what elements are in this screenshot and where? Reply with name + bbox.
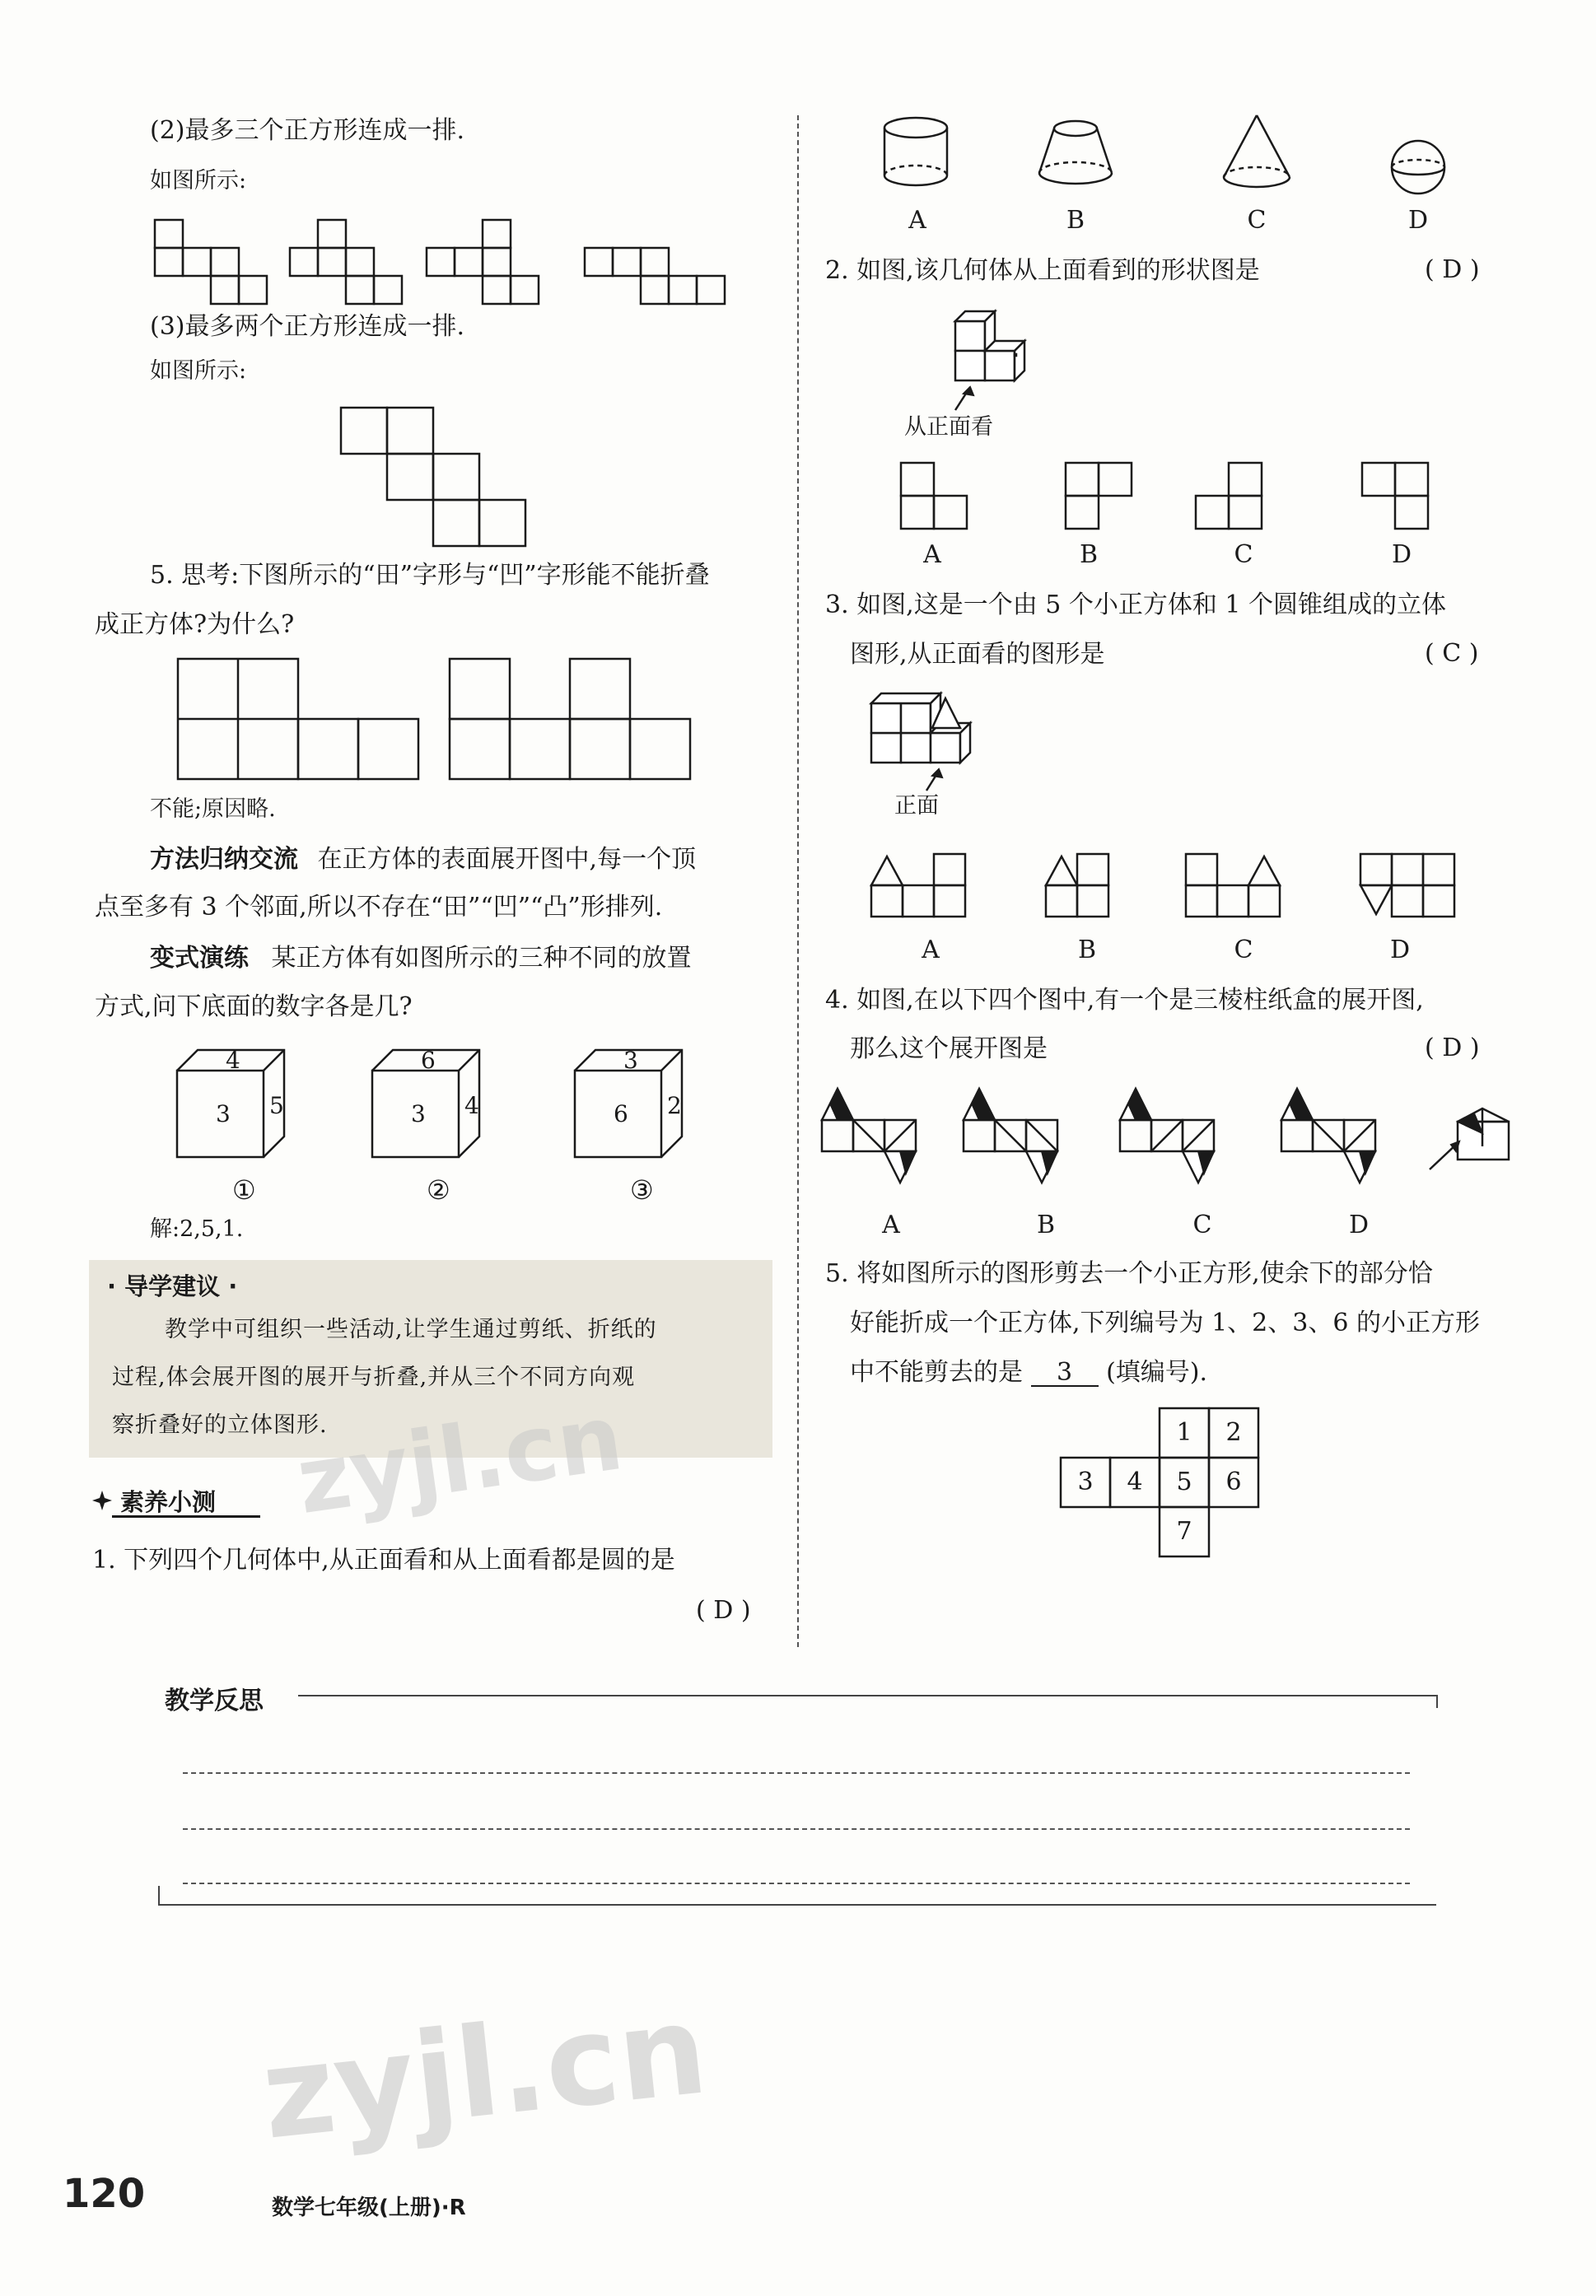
q3-option-a-shape	[871, 854, 965, 917]
grid-cell-1: 1	[1176, 1418, 1192, 1447]
reflection-line-3[interactable]	[183, 1883, 1410, 1884]
item2-note: 如图所示:	[150, 168, 247, 194]
q1-option-a: A	[908, 206, 926, 235]
quiz-header	[92, 1482, 257, 1519]
cone-solid	[1224, 115, 1290, 187]
q4-prism-solid	[1430, 1108, 1509, 1169]
cube-2-label: ②	[427, 1174, 450, 1206]
q1-answer: ( D )	[696, 1596, 751, 1625]
numbered-grid	[0, 0, 1, 1]
q2-option-d: D	[1391, 540, 1412, 569]
q4-option-d: D	[1348, 1211, 1370, 1239]
q4-option-a: A	[882, 1211, 900, 1239]
cube-1-top: 4	[226, 1047, 240, 1074]
q4-line1: 4. 如图,在以下四个图中,有一个是三棱柱纸盒的展开图,	[825, 986, 1424, 1015]
watermark-1: zyjl.cn	[291, 1384, 629, 1534]
reflection-line-1[interactable]	[183, 1772, 1410, 1774]
tian-shape	[178, 659, 418, 779]
footer-book-title: 数学七年级(上册)·R	[272, 2196, 466, 2220]
item3-note: 如图所示:	[150, 358, 247, 384]
variant-line2: 方式,问下底面的数字各是几?	[95, 992, 413, 1021]
quiz-underline	[112, 1515, 260, 1518]
cube-3-front: 6	[614, 1100, 628, 1127]
item3-title: (3)最多两个正方形连成一排.	[150, 312, 465, 341]
q5-answer: 不能;原因略.	[150, 796, 276, 822]
reflection-line-2[interactable]	[183, 1828, 1410, 1830]
guide-line3: 察折叠好的立体图形.	[112, 1412, 328, 1438]
q4-answer: ( D )	[1425, 1034, 1480, 1062]
guide-title: · 导学建议 ·	[107, 1272, 238, 1300]
q5r-line3-pre: 中不能剪去的是	[850, 1358, 1023, 1387]
variant-line1: 某正方体有如图所示的三种不同的放置	[271, 944, 692, 973]
q3-line1: 3. 如图,这是一个由 5 个小正方体和 1 个圆锥组成的立体	[825, 590, 1447, 619]
q4-option-b: B	[1036, 1211, 1056, 1239]
page-number: 120	[63, 2171, 146, 2217]
grid-cell-5: 5	[1176, 1468, 1192, 1496]
q5r-line3	[850, 1357, 1207, 1388]
q4-option-c-shape	[1120, 1089, 1214, 1183]
item2-title: (2)最多三个正方形连成一排.	[150, 116, 465, 145]
cube-2-top: 6	[421, 1047, 436, 1074]
q2-option-b: B	[1079, 540, 1099, 569]
q4-option-b-shape	[964, 1089, 1057, 1183]
q3-option-b-shape	[1046, 854, 1108, 917]
sphere-solid	[1392, 141, 1444, 194]
q5r-line2: 好能折成一个正方体,下列编号为 1、2、3、6 的小正方形	[850, 1309, 1480, 1337]
net-figure-1	[155, 220, 267, 304]
column-divider	[797, 115, 799, 1647]
quiz-title: 素养小测	[120, 1488, 217, 1516]
cube-1-label: ①	[232, 1174, 256, 1206]
q3-line2: 图形,从正面看的图形是	[850, 640, 1105, 669]
q5r-line3-post: (填编号).	[1106, 1358, 1208, 1387]
q1-option-b: B	[1066, 206, 1085, 235]
reflection-bottom-rule	[158, 1904, 1436, 1906]
net-staircase	[341, 408, 525, 546]
net-figure-3	[427, 220, 539, 304]
q2-option-c: C	[1234, 540, 1253, 569]
q4-option-a-shape	[822, 1089, 916, 1183]
grid-cell-3: 3	[1077, 1468, 1094, 1496]
q1-text: 1. 下列四个几何体中,从正面看和从上面看都是圆的是	[92, 1546, 675, 1575]
q3-option-b: B	[1077, 936, 1097, 964]
reflection-left-tick	[158, 1886, 160, 1904]
q2-option-b-shape	[1066, 463, 1132, 529]
guide-line1: 教学中可组织一些活动,让学生通过剪纸、折纸的	[165, 1317, 657, 1342]
grid-cell-7: 7	[1176, 1517, 1192, 1546]
q3-option-c: C	[1234, 936, 1253, 964]
q3-option-c-shape	[1186, 854, 1280, 917]
q4-option-c: C	[1192, 1211, 1212, 1239]
q2-option-a-shape	[901, 463, 967, 529]
net-figure-2	[290, 220, 402, 304]
net-figure-4	[585, 248, 725, 304]
q1-option-d: D	[1407, 206, 1429, 235]
method-paragraph	[150, 844, 696, 875]
cube-3-top: 3	[623, 1047, 638, 1074]
watermark-2: zyjl.cn	[255, 1978, 714, 2168]
q4-line2: 那么这个展开图是	[850, 1034, 1048, 1063]
q5-line1: 5. 思考:下图所示的“田”字形与“凹”字形能不能折叠	[150, 561, 710, 590]
reflection-title: 教学反思	[165, 1687, 264, 1715]
cylinder-solid	[884, 118, 947, 185]
grid-cell-6: 6	[1225, 1468, 1242, 1496]
frustum-solid	[1039, 121, 1112, 184]
q3-view-label: 正面	[894, 793, 939, 819]
q2-option-c-shape	[1196, 463, 1262, 529]
q5r-line1: 5. 将如图所示的图形剪去一个小正方形,使余下的部分恰	[825, 1259, 1433, 1288]
ao-shape	[450, 659, 690, 779]
grid-cell-4: 4	[1127, 1468, 1143, 1496]
q2-view-label: 从正面看	[904, 414, 993, 440]
q1-option-c: C	[1247, 206, 1267, 235]
reflection-top-rule	[298, 1695, 1436, 1696]
variant-label: 变式演练	[150, 944, 249, 973]
q2-text: 2. 如图,该几何体从上面看到的形状图是	[825, 256, 1260, 285]
q2-option-d-shape	[1362, 463, 1428, 529]
q5-line2: 成正方体?为什么?	[95, 610, 295, 639]
variant-paragraph	[150, 943, 692, 974]
q2-option-a: A	[923, 540, 941, 569]
cube-1-side: 5	[269, 1092, 284, 1119]
q3-option-d-shape	[1360, 854, 1454, 917]
method-line1: 在正方体的表面展开图中,每一个顶	[317, 845, 697, 874]
cube-2-side: 4	[464, 1092, 479, 1119]
q3-option-a: A	[922, 936, 940, 964]
method-label: 方法归纳交流	[150, 845, 298, 874]
method-line2: 点至多有 3 个邻面,所以不存在“田”“凹”“凸”形排列.	[95, 893, 663, 922]
cube-2-front: 3	[411, 1100, 426, 1127]
cube-3-side: 2	[667, 1092, 682, 1119]
guide-line2: 过程,体会展开图的展开与折叠,并从三个不同方向观	[112, 1365, 636, 1390]
q3-option-d: D	[1389, 936, 1411, 964]
reflection-right-tick	[1436, 1695, 1438, 1708]
grid-cell-2: 2	[1225, 1418, 1242, 1447]
q4-option-d-shape	[1281, 1089, 1375, 1183]
q2-answer: ( D )	[1425, 255, 1480, 284]
cube-1-front: 3	[216, 1100, 231, 1127]
q3-answer: ( C )	[1425, 639, 1479, 668]
cube-3-label: ③	[630, 1174, 654, 1206]
solution: 解:2,5,1.	[150, 1216, 244, 1242]
q5r-blank: 3	[1031, 1360, 1099, 1387]
